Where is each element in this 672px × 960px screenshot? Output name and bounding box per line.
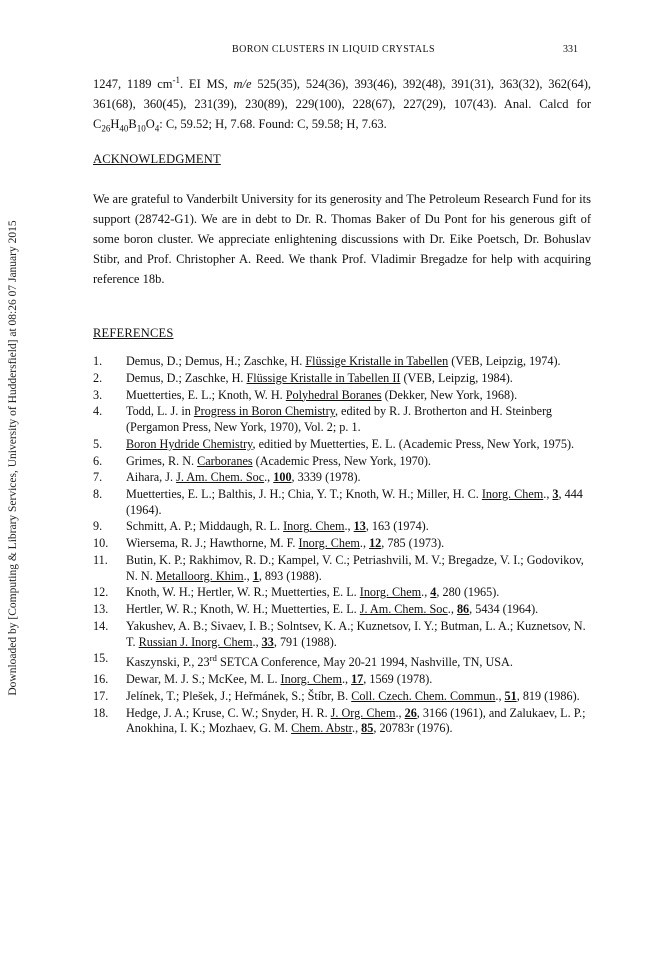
reference-text-run: rd — [209, 653, 217, 664]
reference-text-run: Yakushev, A. B.; Sivaev, I. B.; Solntsev, K. A.; Kuznetsov, I. Y.; Butman, L. A.; Kuznetsov, N. T. — [126, 618, 586, 649]
reference-text-run: Hedge, J. A.; Kruse, C. W.; Snyder, H. R. — [126, 705, 331, 720]
spectral-data-run: -1 — [172, 75, 181, 85]
reference-text-run: Butin, K. P.; Rakhimov, R. D.; Kampel, V. C.; Petriashvili, M. V.; Bregadze, V. I.; Godovikov, N. N. — [126, 553, 584, 583]
reference-text-run: ., — [495, 688, 505, 703]
spectral-data-text — [93, 70, 591, 139]
reference-number: 13. — [93, 602, 109, 617]
reference-text-run: SETCA Conference, May 20-21 1994, Nashville, TN, USA. — [216, 655, 513, 670]
reference-number: 9. — [93, 519, 103, 534]
download-margin-note-text: Downloaded by [Computing & Library Services, University of Huddersfield] at 08:26 07 January 2015 — [7, 220, 19, 696]
reference-citation-link: 1 — [252, 568, 259, 583]
reference-text-run: (VEB, Leipzig, 1974). — [448, 354, 561, 368]
spectral-data-run: m/e — [233, 77, 252, 92]
reference-citation-link: 17 — [351, 672, 364, 687]
reference-number: 3. — [93, 387, 103, 402]
reference-number: 18. — [93, 705, 109, 720]
reference-item — [93, 404, 593, 435]
reference-text-run: Aihara, J. — [126, 470, 177, 485]
reference-citation-link: Polyhedral Boranes — [285, 387, 382, 402]
reference-text-run: Todd, L. J. in — [126, 404, 194, 419]
reference-text-run: ., — [243, 568, 253, 583]
reference-citation-link: Inorg. Chem — [280, 672, 342, 687]
reference-citation-link: J. Am. Chem. Soc — [176, 470, 265, 485]
page-number: 331 — [563, 44, 578, 55]
reference-text — [126, 454, 593, 470]
reference-text-run: (VEB, Leipzig, 1984). — [400, 370, 513, 385]
reference-citation-link: Inorg. Chem — [298, 536, 360, 551]
reference-citation-link: Chem. Abstr — [291, 721, 353, 736]
reference-text — [126, 437, 593, 453]
reference-citation-link: 100 — [273, 470, 292, 485]
reference-text-run: Kaszynski, P., 23 — [126, 655, 210, 670]
reference-text-run: ., — [395, 705, 405, 720]
reference-text-run: , 819 (1986). — [516, 688, 580, 703]
reference-number: 7. — [93, 470, 103, 485]
reference-citation-link: Russian J. Inorg. Chem — [138, 634, 253, 649]
reference-citation-link: Metalloorg. Khim — [155, 568, 244, 583]
reference-text-run: , 5434 (1964). — [469, 602, 539, 617]
reference-item — [93, 619, 593, 650]
reference-text-run: , 280 (1965). — [436, 585, 500, 600]
reference-number: 8. — [93, 487, 103, 502]
reference-text — [126, 619, 593, 650]
references-list — [93, 354, 593, 738]
reference-text-run: Knoth, W. H.; Hertler, W. R.; Muetterties, E. L. — [126, 585, 360, 600]
reference-item — [93, 602, 593, 618]
reference-citation-link: 26 — [404, 705, 417, 720]
reference-item — [93, 651, 593, 671]
reference-citation-link: Flüssige Kristalle in Tabellen II — [246, 370, 401, 385]
reference-text-run: Jelínek, T.; Plešek, J.; Heřmánek, S.; Štíbr, B. — [126, 688, 352, 703]
spectral-data-run: H — [110, 117, 120, 132]
reference-citation-link: Boron Hydride Chemistry — [126, 436, 253, 451]
reference-text — [126, 354, 593, 370]
reference-item — [93, 354, 593, 370]
reference-text-run: , 893 (1988). — [258, 568, 322, 583]
reference-text-run: ., — [344, 519, 354, 534]
reference-text — [126, 585, 593, 601]
reference-text-run: Grimes, R. N. — [126, 453, 198, 468]
spectral-data-run: : C, 59.52; H, 7.68. Found: C, 59.58; H, 7.63. — [159, 117, 387, 132]
reference-text-run: ., — [543, 487, 553, 502]
reference-text-run: Muetterties, E. L.; Knoth, W. H. — [126, 387, 286, 402]
spectral-data-run: 1247, 1189 cm — [93, 77, 173, 92]
reference-item — [93, 553, 593, 584]
reference-text-run: Dewar, M. J. S.; McKee, M. L. — [126, 672, 281, 687]
reference-text — [126, 470, 593, 486]
reference-citation-link: Coll. Czech. Chem. Commun — [351, 688, 496, 703]
reference-text — [126, 536, 593, 552]
spectral-data-run: 26 — [101, 123, 111, 134]
reference-text-run: Demus, D.; Zaschke, H. — [126, 370, 247, 385]
reference-text — [126, 553, 593, 584]
reference-number: 11. — [93, 553, 108, 567]
reference-number: 4. — [93, 404, 103, 419]
reference-number: 6. — [93, 453, 103, 468]
reference-item — [93, 454, 593, 470]
spectral-data-run: O — [145, 117, 155, 132]
reference-text-run: , 785 (1973). — [381, 536, 445, 551]
reference-text-run: , 20783r (1976). — [373, 721, 453, 736]
spectral-data-run: 525(35), 524(36), 393(46), 392(48), 391(31), 363(32), 362(64), 361(68), 360(45), 231(39), 230(89), 229(100), 228(67), 227(29), 107(43). Anal. Calcd for C — [93, 77, 591, 132]
acknowledgment-text: We are grateful to Vanderbilt University for its generosity and The Petroleum Research Fund for its support (28742-G1). We are in debt to Dr. R. Thomas Baker of Du Pont for his generous gift of some boron cluster. We appreciate enlightening discussions with Dr. Eike Poetsch, Dr. Bohuslav Stibr, and Prof. Christopher A. Reed. We thank Prof. Vladimir Bregadze for help with acquiring reference 18b. — [93, 192, 591, 286]
reference-citation-link: Flüssige Kristalle in Tabellen — [305, 354, 449, 368]
reference-text-run: Schmitt, A. P.; Middaugh, R. L. — [126, 519, 284, 534]
reference-text — [126, 519, 593, 535]
reference-text-run: Wiersema, R. J.; Hawthorne, M. F. — [126, 536, 299, 551]
reference-number: 12. — [93, 585, 109, 600]
reference-citation-link: Inorg. Chem — [283, 519, 345, 534]
reference-text — [126, 672, 593, 688]
reference-number: 15. — [93, 651, 109, 666]
reference-citation-link: J. Am. Chem. Soc — [359, 602, 448, 617]
reference-text — [126, 706, 593, 737]
reference-item — [93, 706, 593, 737]
reference-number: 17. — [93, 688, 109, 703]
reference-item — [93, 672, 593, 688]
spectral-data-run: B — [128, 117, 137, 132]
reference-citation-link: 86 — [456, 602, 470, 617]
reference-citation-link: J. Org. Chem — [330, 705, 396, 720]
reference-citation-link: Inorg. Chem — [481, 487, 544, 502]
reference-item — [93, 585, 593, 601]
reference-citation-link: 13 — [353, 519, 366, 534]
spectral-data-run: . EI MS, — [180, 77, 234, 92]
reference-citation-link: 12 — [369, 536, 382, 551]
reference-text — [126, 388, 593, 404]
running-head: BORON CLUSTERS IN LIQUID CRYSTALS — [232, 44, 435, 55]
reference-text-run: (Dekker, New York, 1968). — [381, 387, 518, 402]
reference-item — [93, 487, 593, 518]
reference-citation-link: 51 — [504, 688, 517, 703]
reference-item — [93, 689, 593, 705]
download-margin-note — [4, 98, 22, 818]
reference-citation-link: 3 — [552, 487, 559, 502]
reference-text-run: , 444 (1964). — [126, 487, 583, 517]
reference-citation-link: 4 — [430, 585, 437, 600]
reference-text-run: , 3166 (1961), and Zalukaev, L. P.; Anokhina, I. K.; Mozhaev, G. M. — [126, 705, 586, 736]
reference-text-run: , 791 (1988). — [273, 634, 337, 649]
reference-text — [126, 404, 593, 435]
reference-text-run: ., — [252, 634, 262, 649]
reference-citation-link: 33 — [261, 634, 274, 649]
reference-text-run: ., — [264, 470, 274, 485]
reference-text — [126, 602, 593, 618]
reference-text-run: , 1569 (1978). — [363, 672, 433, 687]
reference-text-run: Hertler, W. R.; Knoth, W. H.; Muetterties, E. L. — [126, 602, 360, 617]
reference-text-run: ., — [447, 602, 457, 617]
spectral-data-run: 4 — [154, 123, 160, 134]
reference-text-run: ., — [421, 585, 431, 600]
reference-text-run: , 163 (1974). — [365, 519, 429, 534]
reference-number: 16. — [93, 672, 109, 687]
reference-number: 1. — [93, 354, 103, 368]
references-heading: REFERENCES — [93, 326, 174, 340]
reference-text-run: ., — [341, 672, 352, 687]
reference-text-run: , editied by Muetterties, E. L. (Academic Press, New York, 1975). — [252, 436, 575, 451]
reference-text-run: ., — [352, 721, 362, 736]
reference-text — [126, 371, 593, 387]
acknowledgment-heading: ACKNOWLEDGMENT — [93, 152, 221, 166]
reference-item — [93, 437, 593, 453]
spectral-data-run: 10 — [136, 123, 146, 134]
reference-item — [93, 470, 593, 486]
reference-number: 10. — [93, 536, 109, 551]
reference-number: 14. — [93, 618, 109, 633]
reference-text-run: Muetterties, E. L.; Balthis, J. H.; Chia, Y. T.; Knoth, W. H.; Miller, H. C. — [126, 487, 482, 502]
reference-text — [126, 487, 593, 518]
reference-item — [93, 388, 593, 404]
reference-text-run: ., — [359, 536, 370, 551]
reference-text — [126, 651, 593, 671]
reference-text — [126, 689, 593, 705]
reference-text-run: , edited by R. J. Brotherton and H. Steinberg (Pergamon Press, New York, 1970), Vol. 2; p. 1. — [126, 404, 553, 434]
reference-citation-link: Progress in Boron Chemistry — [193, 404, 335, 419]
reference-item — [93, 536, 593, 552]
reference-citation-link: Carboranes — [197, 453, 253, 468]
reference-number: 5. — [93, 436, 103, 451]
reference-citation-link: Inorg. Chem — [359, 585, 422, 600]
reference-number: 2. — [93, 370, 103, 385]
reference-text-run: Demus, D.; Demus, H.; Zaschke, H. — [126, 354, 306, 368]
reference-citation-link: 85 — [361, 721, 374, 736]
reference-text-run: , 3339 (1978). — [291, 470, 361, 485]
reference-text-run: (Academic Press, New York, 1970). — [252, 453, 431, 468]
reference-item — [93, 519, 593, 535]
acknowledgment-paragraph — [93, 189, 591, 289]
spectral-data-run: 40 — [119, 123, 129, 134]
reference-item — [93, 371, 593, 387]
spectral-data-paragraph — [93, 70, 591, 139]
